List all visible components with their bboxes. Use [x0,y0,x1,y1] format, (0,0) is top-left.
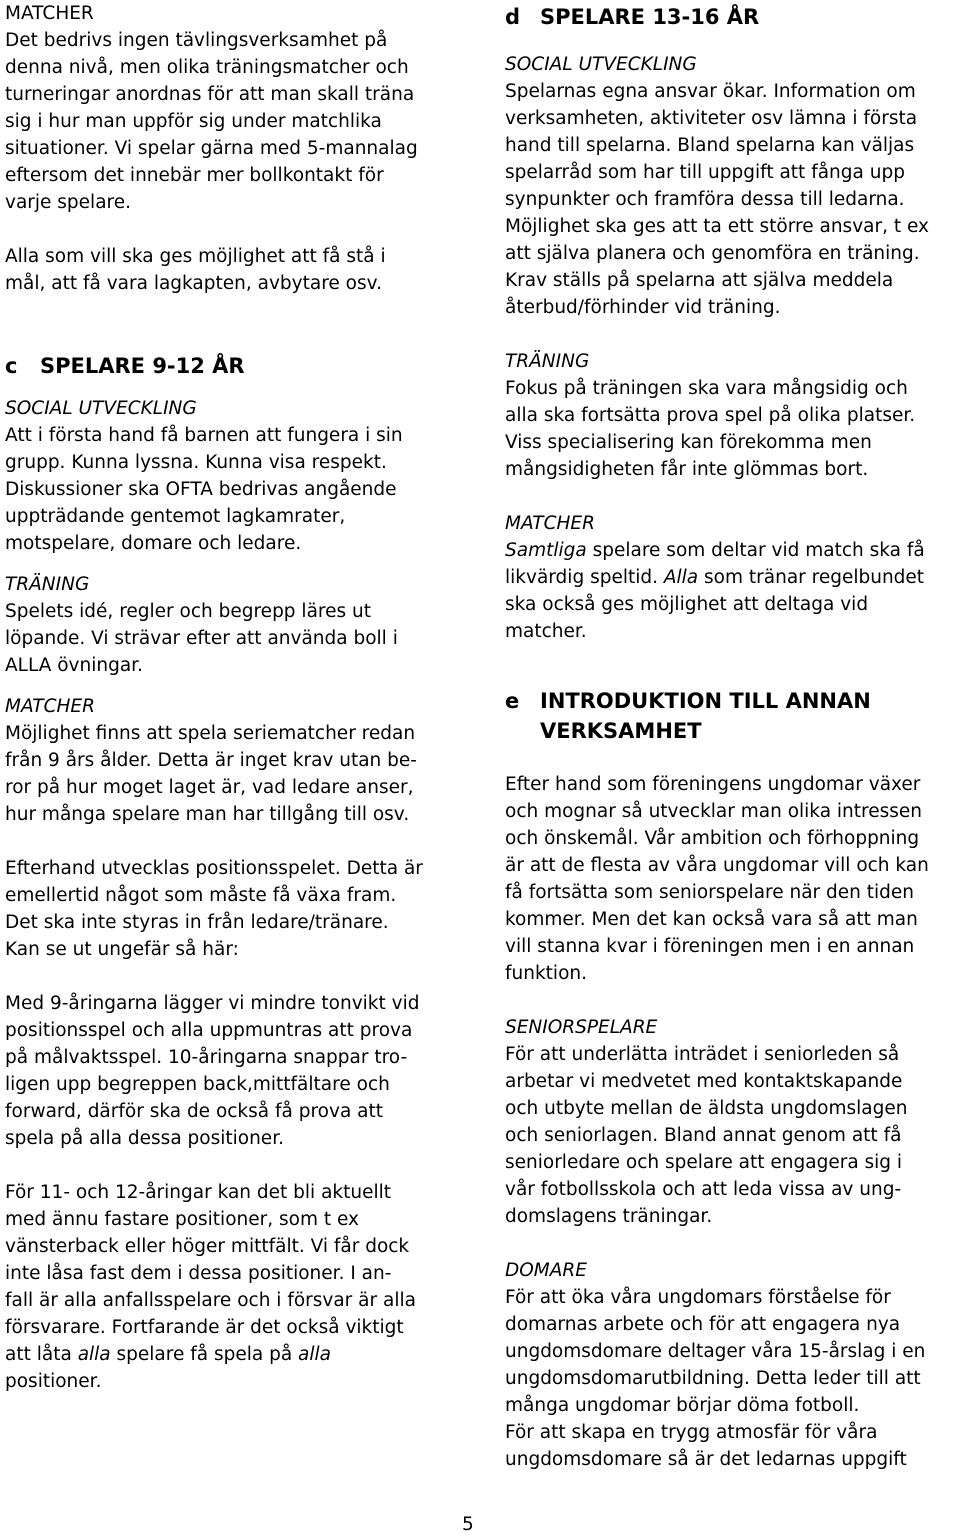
text-span: som tränar regelbundet [698,567,925,588]
text-line: Krav ställs på spelarna att själva meddela [505,270,894,291]
matcher-heading: MATCHER [5,696,95,717]
text-line: situationer. Vi spelar gärna med 5-mannalag [5,138,418,159]
text-line: och önskemål. Vår ambition och förhoppning [505,828,920,849]
text-line: och seniorlagen. Bland annat genom att få [505,1125,902,1146]
seniorspelare-heading: SENIORSPELARE [505,1017,658,1038]
right-column [505,0,955,1473]
text-line: sig i hur man uppför sig under matchlika [5,111,382,132]
section-letter: e [505,689,520,713]
text-line: och mognar så utvecklar man olika intressen [505,801,922,822]
text-line [505,537,955,564]
matcher-paragraph [505,537,955,645]
text-line: Spelarnas egna ansvar ökar. Information om [505,81,916,102]
text-line: ska också ges möjlighet att deltaga vid [505,594,869,615]
text-line: ungdomsdomare deltager våra 15-årslag i en [505,1341,926,1362]
text-line: grupp. Kunna lyssna. Kunna visa respekt. [5,452,387,473]
section-title-text: INTRODUKTION TILL ANNAN [540,689,871,713]
emphasis-text: alla [77,1344,111,1365]
text-line: på målvaktsspel. 10-åringarna snappar tro- [5,1047,408,1068]
text-line: motspelare, domare och ledare. [5,533,302,554]
section-title-text: SPELARE 9-12 ÅR [40,354,245,378]
text-line: positionsspel och alla uppmuntras att prova [5,1020,413,1041]
text-line: Alla som vill ska ges möjlighet att få stå i [5,246,386,267]
text-line: med ännu fastare positioner, som t ex [5,1209,359,1230]
section-letter: c [5,354,18,378]
text-line: Kan se ut ungefär så här: [5,939,239,960]
text-line: forward, därför ska de också få prova att [5,1101,384,1122]
senior-paragraph [505,1041,955,1230]
text-line: För 11- och 12-åringar kan det bli aktuellt [5,1182,392,1203]
text-line: ALLA övningar. [5,655,143,676]
text-line: få fortsätta som seniorspelare när den tiden [505,882,915,903]
intro-paragraph [505,771,955,987]
text-line: ungdomsdomare så är det ledarnas uppgift [505,1449,907,1470]
section-letter: d [505,5,521,29]
domare-paragraph [505,1284,955,1473]
text-span: spelare som deltar vid match ska få [586,540,925,561]
text-line: Diskussioner ska OFTA bedrivas angående [5,479,397,500]
text-line: arbetar vi medvetet med kontaktskapande [505,1071,903,1092]
page-number: 5 [462,1514,474,1535]
text-line [505,564,955,591]
text-line: ungdomsdomarutbildning. Detta leder till att [505,1368,921,1389]
text-line: Viss specialisering kan förekomma men [505,432,872,453]
text-line: Att i första hand få barnen att fungera i sin [5,425,403,446]
text-line: hur många spelare man har tillgång till osv. [5,804,410,825]
social-paragraph [5,422,460,557]
section-d-title [505,2,955,32]
traning-paragraph [505,375,955,483]
eleven-year-paragraph [5,1179,460,1395]
text-line: återbud/förhinder vid träning. [505,297,781,318]
matcher-heading: MATCHER [5,3,94,24]
text-line: För att underlätta inträdet i seniorleden så [505,1044,900,1065]
text-line: spelarråd som har till uppgift att fånga upp [505,162,905,183]
text-line [5,1341,460,1368]
section-title-line [505,686,955,716]
nine-year-paragraph [5,990,460,1152]
section-title-text: SPELARE 13-16 ÅR [540,5,760,29]
section-c-title [5,351,460,381]
intro-paragraph [5,27,460,216]
text-line: seniorledare och spelare att engagera sig i [505,1152,903,1173]
text-line: synpunkter och framföra dessa till ledarna. [505,189,905,210]
section-title-line [505,716,955,746]
alla-paragraph [5,243,460,297]
emphasis-text: Alla [663,567,699,588]
traning-heading: TRÄNING [505,351,590,372]
section-e-title [505,686,955,746]
text-line: Spelets idé, regler och begrepp läres ut [5,601,371,622]
text-line: verksamheten, aktiviteter osv lämna i första [505,108,918,129]
text-line: matcher. [505,621,587,642]
domare-heading: DOMARE [505,1260,587,1281]
text-line: emellertid något som måste få växa fram. [5,885,397,906]
text-line: vår fotbollsskola och att leda vissa av ung- [505,1179,902,1200]
text-line: uppträdande gentemot lagkamrater, [5,506,346,527]
text-line: Möjlighet ska ges att ta ett större ansvar, t ex [505,216,929,237]
text-line: varje spelare. [5,192,131,213]
text-span: att låta [5,1344,78,1365]
text-line: vill stanna kvar i föreningen men i en annan [505,936,915,957]
traning-paragraph [5,598,460,679]
text-span: spelare få spela på [110,1344,299,1365]
left-column [5,0,460,1395]
text-line: mångsidigheten får inte glömmas bort. [505,459,869,480]
matcher-paragraph [5,720,460,828]
text-line: inte låsa fast dem i dessa positioner. I an- [5,1263,392,1284]
text-line: försvarare. Fortfarande är det också viktigt [5,1317,404,1338]
text-line: alla ska fortsätta prova spel på olika platser. [505,405,916,426]
text-line: domslagens träningar. [505,1206,713,1227]
text-line: Efterhand utvecklas positionsspelet. Detta är [5,858,423,879]
matcher-heading: MATCHER [505,513,595,534]
emphasis-text: alla [298,1344,331,1365]
text-line: denna nivå, men olika träningsmatcher och [5,57,409,78]
text-line: domarnas arbete och för att engagera nya [505,1314,901,1335]
text-line: många ungdomar börjar döma fotboll. [505,1395,860,1416]
text-line: Det ska inte styras in från ledare/tränare. [5,912,389,933]
social-heading: SOCIAL UTVECKLING [505,54,697,75]
social-paragraph [505,78,955,321]
text-line: är att de flesta av våra ungdomar vill och kan [505,855,929,876]
text-line: funktion. [505,963,587,984]
text-line: ligen upp begreppen back,mittfältare och [5,1074,390,1095]
position-paragraph [5,855,460,963]
text-line: hand till spelarna. Bland spelarna kan väljas [505,135,915,156]
text-line: För att öka våra ungdomars förståelse för [505,1287,891,1308]
text-span: likvärdig speltid. [505,567,664,588]
text-line: mål, att få vara lagkapten, avbytare osv. [5,273,383,294]
text-line: Med 9-åringarna lägger vi mindre tonvikt vid [5,993,420,1014]
text-line: och utbyte mellan de äldsta ungdomslagen [505,1098,908,1119]
text-line: från 9 års ålder. Detta är inget krav utan be- [5,750,417,771]
text-line: För att skapa en trygg atmosfär för våra [505,1422,878,1443]
text-line: positioner. [5,1371,102,1392]
text-line: vänsterback eller höger mittfält. Vi får dock [5,1236,410,1257]
text-line: Fokus på träningen ska vara mångsidig och [505,378,908,399]
text-line: Möjlighet finns att spela seriematcher redan [5,723,416,744]
section-title-text: VERKSAMHET [540,719,702,743]
text-line: turneringar anordnas för att man skall träna [5,84,415,105]
text-line: löpande. Vi strävar efter att använda boll i [5,628,398,649]
text-line: Det bedrivs ingen tävlingsverksamhet på [5,30,388,51]
social-heading: SOCIAL UTVECKLING [5,398,197,419]
text-line: spela på alla dessa positioner. [5,1128,284,1149]
text-line: fall är alla anfallsspelare och i försvar är alla [5,1290,416,1311]
traning-heading: TRÄNING [5,574,90,595]
text-line: att själva planera och genomföra en träning. [505,243,920,264]
text-line: kommer. Men det kan också vara så att man [505,909,918,930]
text-line: ror på hur moget laget är, vad ledare anser, [5,777,414,798]
text-line: Efter hand som föreningens ungdomar växer [505,774,921,795]
text-line: eftersom det innebär mer bollkontakt för [5,165,384,186]
emphasis-text: Samtliga [505,540,587,561]
